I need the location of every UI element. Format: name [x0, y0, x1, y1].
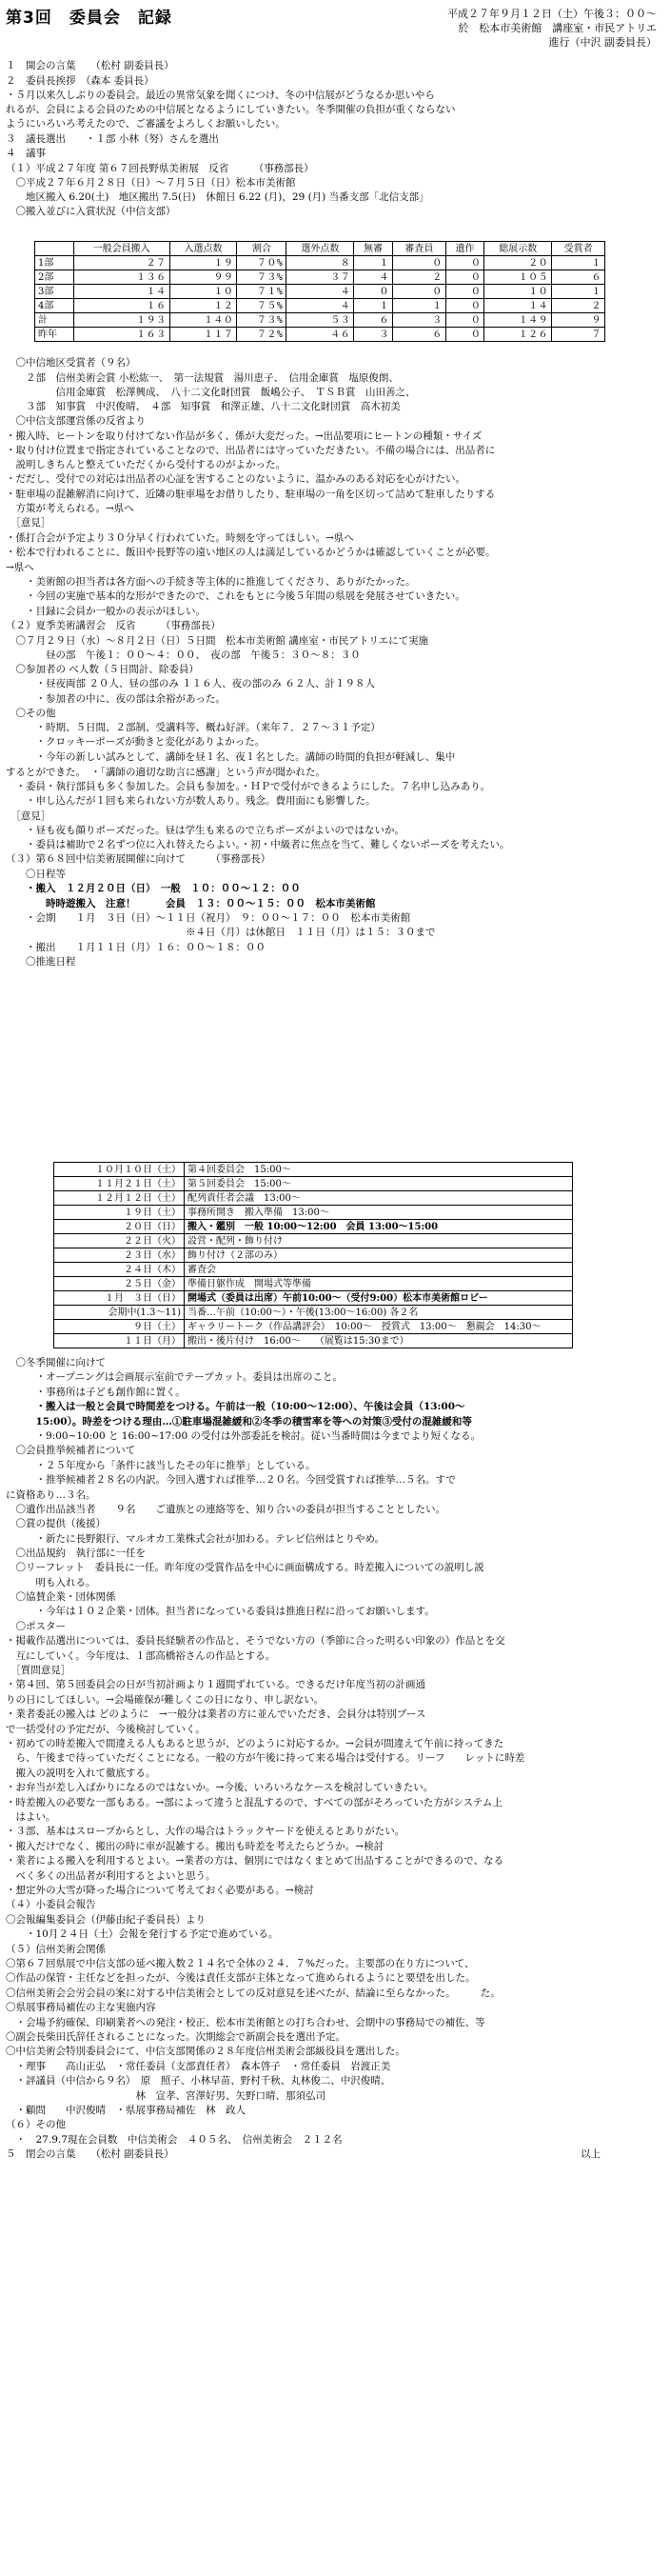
text-line: 〇日程等 — [6, 869, 66, 880]
closing-mark: 以上 — [581, 2148, 601, 2160]
text-line: ・昼も夜も顔りポーズだった。昼は学生も来るので立ちポーズがよいのではないか。 — [6, 825, 404, 836]
table-cell: ７ — [552, 328, 605, 342]
schedule-cell: 搬入・鑑別 一般 10:00～12:00 会員 13:00～15:00 — [185, 1220, 573, 1234]
text-line: ・業者委託の搬入は どのように →一般分は業者の方に並んでいただき、会員分は特別ブース — [6, 1708, 426, 1720]
table-row — [35, 299, 605, 313]
entry-status-table — [34, 241, 605, 342]
schedule-cell: ギャラリートーク（作品講評会） 10:00～ 授賞式 13:00～ 懇親会 14:30～ — [185, 1320, 573, 1334]
table-cell: ２ — [552, 299, 605, 313]
table-cell: １９３ — [73, 313, 169, 328]
table-cell: １ — [354, 299, 393, 313]
table-cell: １０ — [484, 285, 552, 299]
text-line: ４ 議事 — [6, 148, 46, 159]
table-cell: １ — [552, 256, 605, 270]
table-cell: １６ — [73, 299, 169, 313]
schedule-cell: 審査会 — [185, 1263, 573, 1277]
text-line: ようにいろいろ考えたので、ご審議をよろしくお願いしたい。 — [6, 118, 286, 130]
text-line: ・委員は補助で２名ずつ位に入れ替えたらよい。・初・中級者に焦点を当て、難しくないポーズを考えたい。 — [6, 839, 510, 850]
text-line: で一括受付の予定だが、今後検討していく。 — [6, 1724, 206, 1735]
text-line: するとができた。 ・「講師の適切な助言に感謝」という声が聞かれた。 — [6, 767, 325, 778]
schedule-row — [54, 1191, 573, 1206]
table-cell: １２ — [169, 299, 237, 313]
text-line: 〇冬季開催に向けて — [6, 1357, 106, 1368]
schedule-cell: ２２日（火） — [54, 1234, 185, 1248]
table-header-cell: 受賞者 — [552, 242, 605, 256]
text-line: 〇搬入並びに入賞状況（中信支部） — [6, 206, 176, 217]
schedule-cell: 飾り付け（２部のみ） — [185, 1248, 573, 1263]
text-line: ３ 議長選出 ・１部 小林（努）さんを選出 — [6, 133, 219, 145]
meeting-place: 於 松本市美術館 講座室・市民アトリエ — [458, 22, 657, 34]
table-cell: ２０ — [484, 256, 552, 270]
text-line: ・推挙候補者２８名の内訳。今回入選すれば推挙…２０名。今回受賞すれば推挙…５名。すで — [6, 1474, 456, 1486]
table-cell: ５３ — [286, 313, 354, 328]
table-cell: ７３% — [237, 270, 286, 285]
schedule-cell: １１月２１日（土） — [54, 1177, 185, 1191]
text-line: ・想定外の大雪が降った場合について考えておく必要がある。→検討 — [6, 1885, 314, 1896]
schedule-row — [54, 1220, 573, 1234]
table-cell: 1部 — [35, 256, 74, 270]
text-line: ・搬入は一般と会員で時間差をつける。午前は一般（10:00～12:00）、午後は会員（13:00～ — [6, 1401, 465, 1412]
text-line: はよい。 — [6, 1811, 56, 1823]
text-line: 〇会報編集委員会（伊藤由紀子委員長）より — [6, 1914, 206, 1926]
schedule-row — [54, 1263, 573, 1277]
text-line: 昼の部 午後１：００～４：００、 夜の部 午後５：３０～８：３０ — [6, 649, 361, 661]
table-cell: ３ — [392, 313, 445, 328]
text-line: ・搬出 １月１１日（月）１６：００～１８：００ — [6, 942, 266, 953]
schedule-cell: 開場式（委員は出席）午前10:00～（受付9:00）松本市美術館ロビー — [185, 1291, 573, 1306]
table-cell: ０ — [392, 256, 445, 270]
table-cell: ０ — [354, 285, 393, 299]
schedule-cell: 配列責任者会議 13:00～ — [185, 1191, 573, 1206]
schedule-row — [54, 1277, 573, 1291]
text-line: 〇７月２９日（水）～８月２日（日）５日間 松本市美術館 講座室・市民アトリエにて実施 — [6, 635, 429, 647]
table-cell: ８ — [286, 256, 354, 270]
table-header-cell: 入選点数 — [169, 242, 237, 256]
schedule-row — [54, 1334, 573, 1348]
text-line: ・新たに長野銀行、マルオカ工業株式会社が加わる。テレビ信州はとりやめ。 — [6, 1533, 385, 1545]
text-line: ・時期、５日間、２部制、受講料等、概ね好評。（来年７．２７～３１予定） — [6, 722, 381, 733]
document-title: 第3回 委員会 記録 — [6, 9, 172, 28]
text-line: ３部 知事賞 中沢俊晴、 ４部 知事賞 和澤正雄、八十二文化財団賞 高木初美 — [6, 401, 401, 412]
table-cell: ３ — [354, 328, 393, 342]
text-line: 〇平成２７年６月２８日（日）～７月５日（日）松本市美術館 — [6, 177, 296, 189]
schedule-cell: １９日（土） — [54, 1206, 185, 1220]
text-line: ・だだし、受付での対応は出品者の心証を害することのないように、温かみのある対応を心がけたい。 — [6, 473, 465, 485]
text-line: 搬入の説明を入れて徹底する。 — [6, 1767, 156, 1779]
schedule-cell: 第４回委員会 15:00～ — [185, 1163, 573, 1177]
text-line: ・評議員（中信から９名） 原 照子、小林早苗、野村千秋、丸林俊二、中沢俊晴、 — [6, 2075, 391, 2087]
table-header-cell: 割合 — [237, 242, 286, 256]
text-line: ２部 信州美術会賞 小松紘一、 第一法規賞 湯川恵子、 信用金庫賞 塩原俊朗、 — [6, 372, 399, 384]
text-line: れるが、会員による会員のための中信展となるようにしていきたい。冬季開催の負担が重くならない — [6, 104, 456, 115]
table-header-cell: 遺作 — [445, 242, 484, 256]
table-header-cell: 一般会員搬入 — [73, 242, 169, 256]
text-line: 互にしていく。今年度は、１部高橋裕さんの作品とする。 — [6, 1650, 276, 1662]
text-line: 〇遺作出品該当者 ９名 ご遺族との連絡等を、知り合いの委員が担当することとしたい。 — [6, 1504, 445, 1515]
text-line: 方策が考えられる。→県へ — [6, 503, 134, 514]
text-line: ・参加者の中に、夜の部は余裕があった。 — [6, 693, 226, 705]
text-line: ・業者による搬入を利用するとよい。→業者の方は、個別にではなくまとめて出品することができるので、なる — [6, 1855, 504, 1867]
schedule-cell: ９日（土） — [54, 1320, 185, 1334]
schedule-cell: 搬出・後片付け 16:00～ （展覧は15:30まで） — [185, 1334, 573, 1348]
text-line: ・第４回、第５回委員会の日が当初計画より１週間ずれている。できるだけ年度当初の計画通 — [6, 1679, 425, 1690]
table-cell: ６ — [354, 313, 393, 328]
text-line: ・今年は１０２企業・団体。担当者になっている委員は推進日程に沿ってお願いします。 — [6, 1606, 435, 1617]
table-cell: ４ — [286, 299, 354, 313]
text-line: 林 宣孝、宮澤好男、矢野口晴、那須弘司 — [6, 2090, 325, 2102]
text-line: 地区搬入 6.20(土) 地区搬出 7.5(日) 休館日 6.22 (月)，29 (月) 当番支部「北信支部」 — [6, 191, 429, 203]
table-cell: 2部 — [35, 270, 74, 285]
text-line: 〇リーフレット 委員長に一任。昨年度の受賞作品を中心に画面構成する。時差搬入についての説明し説 — [6, 1562, 484, 1573]
table-cell: ３７ — [286, 270, 354, 285]
text-line: べく多くの出品者が利用するとよいと思う。 — [6, 1870, 216, 1882]
schedule-row — [54, 1291, 573, 1306]
text-line: ・会期 １月 ３日（日）～１１日（祝月） ９：００～１７：００ 松本市美術館 — [6, 912, 411, 924]
text-line: 〇中信美術会特別委員会にて、中信支部関係の２８年度信州美術会部級役員を選出した。 — [6, 2046, 405, 2057]
text-line: ・美術館の担当者は各方面への手続き等主体的に推進してくださり、ありがたかった。 — [6, 576, 416, 588]
table-cell: ７２% — [237, 328, 286, 342]
table-cell: ０ — [445, 313, 484, 328]
table-cell: １４ — [73, 285, 169, 299]
table-header-cell: 総展示数 — [484, 242, 552, 256]
text-line: ・委員・執行部員も多く参加した。会員も参加を。・ＨＰで受付ができるようにした。７名申し込みあり。 — [6, 781, 491, 792]
text-line: （４）小委員会報告 — [6, 1899, 96, 1910]
schedule-cell: 当番…午前（10:00～）・午後(13:00～16:00) 各２名 — [185, 1306, 573, 1320]
text-line: 信用金庫賞 松澤興成、 八十二文化財団賞 飯嶋公子、 ＴＳＢ賞 山田善之、 — [6, 387, 416, 398]
text-line: ・搬入時、ヒートンを取り付けてない作品が多く、係が大変だった。→出品要項にヒートンの種類・サイズ — [6, 430, 483, 442]
schedule-row — [54, 1248, 573, 1263]
text-line: ら、午後まで待っていただくことになる。一般の方が午後に持って来る場合は受付する。リーフ レットに時差 — [6, 1752, 525, 1764]
table-cell: ４ — [354, 270, 393, 285]
schedule-cell: 会期中(1.3～11) — [54, 1306, 185, 1320]
text-line: ・今回の実施で基本的な形ができたので、これをもとに今後５年間の県展を発展させていきたい。 — [6, 590, 465, 602]
table-cell: ０ — [445, 328, 484, 342]
text-line: （６）その他 — [6, 2119, 66, 2130]
text-line: 〇参加者の べ人数（５日間計、除委員） — [6, 664, 199, 675]
table-cell: １ — [392, 299, 445, 313]
text-line: ・掲載作品選出については、委員長経験者の作品と、そうでない方の（季節に合った明るい印象の）作品とを交 — [6, 1635, 505, 1647]
text-line: ・５月以来久しぶりの委員会。最近の異常気象を聞くにつけ、冬の中信展がどうなるか思いやら — [6, 90, 435, 101]
text-line: （１）平成２７年度 第６７回長野県美術展 反省 （事務部長） — [6, 163, 314, 174]
table-header-cell: 審査員 — [392, 242, 445, 256]
table-cell: １４９ — [484, 313, 552, 328]
text-line: ・会場予約確保、印刷業者への発注・校正、松本市美術館との打ち合わせ、会期中の事務局での補佐、等 — [6, 2017, 485, 2028]
text-line: ・３部、基本はスロープからとし、大作の場合はトラックヤードを使えるとありがたい。 — [6, 1826, 405, 1837]
schedule-cell: １２月１２日（土） — [54, 1191, 185, 1206]
text-line: 時時遊搬入 注意！ 会員 １３：００～１５：００ 松本市美術館 — [6, 898, 376, 909]
text-line: 〇賞の提供（後援） — [6, 1518, 106, 1529]
table-cell: １６３ — [73, 328, 169, 342]
meeting-date: 平成２７年９月１２日（土）午後３：００～ — [447, 8, 657, 20]
table-cell: １４ — [484, 299, 552, 313]
text-line: ・搬入 １２月２０日（日） 一般 １０：００～１２：００ — [6, 883, 301, 894]
table-cell: ７３% — [237, 313, 286, 328]
text-line: ・昼夜両部 ２０人、昼の部のみ １１６人、夜の部のみ ６２人、計１９８人 — [6, 678, 376, 689]
table-cell: 3部 — [35, 285, 74, 299]
text-line: 〇副会長柴田氏辞任されることになった。次期総会で新副会長を選出予定。 — [6, 2031, 345, 2043]
text-line: 〇中信支部運営係の反省より — [6, 415, 146, 427]
text-line: ・初めての時差搬入で間違える人もあると思うが、どのように対応するか。→会員が間違えて午前に持ってきた — [6, 1738, 504, 1749]
schedule-cell: ２４日（木） — [54, 1263, 185, 1277]
text-line: ・松本で行われることに、飯田や長野等の遠い地区の人は満足しているかどうかは確認していくことが必要。 — [6, 547, 496, 558]
table-row — [35, 256, 605, 270]
text-line: 〇出品規約 執行部に一任を — [6, 1548, 146, 1559]
text-line: りの日にしてほしい。→会場確保が難しくこの日になり、申し訳ない。 — [6, 1694, 325, 1706]
text-line: 〇第６７回県展で中信支部の延べ搬入数２１４名で全体の２４．７%だった。主要部の在り方について、 — [6, 1958, 475, 1969]
table-cell: １ — [354, 256, 393, 270]
text-line: ［質問意見］ — [6, 1665, 71, 1676]
schedule-cell: １１日（月） — [54, 1334, 185, 1348]
table-cell: ０ — [445, 299, 484, 313]
table-cell: １４０ — [169, 313, 237, 328]
schedule-row — [54, 1206, 573, 1220]
text-line: ・ 27.9.7現在会員数 中信美術会 ４０５名、 信州美術会 ２１２名 — [6, 2134, 343, 2146]
text-line: ［意見］ — [6, 517, 51, 529]
table-header-cell — [35, 242, 74, 256]
text-line: ※４日（月）は休館日 １１日（月）は１５：３０まで — [6, 927, 436, 938]
table-cell: ７１% — [237, 285, 286, 299]
meeting-chair: 進行（中沢 副委員長） — [548, 36, 657, 49]
text-line: に資格あり…３名。 — [6, 1489, 96, 1501]
schedule-row — [54, 1320, 573, 1334]
text-line: ・目録に会員か一般かの表示がほしい。 — [6, 606, 206, 617]
text-line: 〇協賛企業・団体関係 — [6, 1591, 116, 1603]
text-line: ・9:00~10:00 と 16:00~17:00 の受付は外部委託を検討。従い当番時間は今までより短くなる。 — [6, 1430, 481, 1442]
schedule-cell: １月 ３日（日） — [54, 1291, 185, 1306]
text-line: ・事務所は子ども創作館に置く。 — [6, 1387, 186, 1398]
table-cell: 昨年 — [35, 328, 74, 342]
table-cell: ２ — [392, 270, 445, 285]
text-line: 〇中信地区受賞者（９名） — [6, 357, 136, 369]
text-line: ・搬入だけでなく、搬出の時に車が混雑する。搬出も時差を考えたらどうか。→検討 — [6, 1841, 384, 1852]
table-cell: ０ — [445, 256, 484, 270]
text-line: （３）第６８回中信美術展開催に向けて （事務部長） — [6, 853, 271, 865]
text-line: ・駐車場の混雑解消に向けて、近隣の駐車場をお借りしたり、駐車場の一角を区切って詰めて駐車したりする — [6, 489, 496, 500]
table-cell: ０ — [392, 285, 445, 299]
text-line: １ 開会の言葉 （松村 副委員長） — [6, 60, 174, 71]
table-cell: ６ — [392, 328, 445, 342]
table-cell: ７５% — [237, 299, 286, 313]
table-cell: ６ — [552, 270, 605, 285]
table-cell: 計 — [35, 313, 74, 328]
text-line: ［意見］ — [6, 810, 51, 822]
text-line: →県へ — [6, 562, 34, 573]
schedule-cell: ２３日（水） — [54, 1248, 185, 1263]
table-header-row — [35, 242, 605, 256]
text-line: ・時差搬入の必要な一部もある。→部によって違うと混乱するので、すべての部がそろっていた方がシステム上 — [6, 1797, 502, 1808]
table-row — [35, 328, 605, 342]
text-line: ・理事 高山正弘 ・常任委員（支部責任者） 森本啓子 ・常任委員 岩渡正美 — [6, 2061, 391, 2072]
text-line: ２ 委員長挨拶 （森本 委員長） — [6, 75, 154, 87]
text-line: ・今年の新しい試みとして、講師を昼１名、夜１名とした。講師の時間的負担が軽減し、集中 — [6, 751, 456, 763]
text-line: （５）信州美術会関係 — [6, 1944, 106, 1955]
table-cell: １ — [552, 285, 605, 299]
table-cell: １２６ — [484, 328, 552, 342]
text-line: 〇推進日程 — [6, 956, 76, 968]
text-line: 〇会員推挙候補者について — [6, 1445, 136, 1456]
text-line: ・取り付け位置まで指定されていることなので、出品者には守っていただきたい。不備の場合には、出品者に — [6, 445, 496, 456]
table-header-cell: 無審 — [354, 242, 393, 256]
text-line: 〇ポスター — [6, 1621, 66, 1632]
text-line: ・申し込んだが１回も来られない方が数人あり。残念。費用面にも影響した。 — [6, 795, 376, 807]
schedule-cell: １０月１０日（土） — [54, 1163, 185, 1177]
table-cell: １０ — [169, 285, 237, 299]
text-line: ・係打合会が予定より３０分早く行われていた。時刻を守ってほしい。→県へ — [6, 532, 354, 544]
table-cell: １９ — [169, 256, 237, 270]
text-line: 〇その他 — [6, 708, 56, 719]
table-cell: １３６ — [73, 270, 169, 285]
text-line: ・２５年度から「条件に該当したその年に推挙」としている。 — [6, 1460, 316, 1471]
text-line: ・オープニングは会画展示室前でテープカット。委員は出席のこと。 — [6, 1371, 344, 1383]
schedule-cell: 事務所開き 搬入準備 13:00～ — [185, 1206, 573, 1220]
table-cell: １０５ — [484, 270, 552, 285]
schedule-cell: 第５回委員会 15:00～ — [185, 1177, 573, 1191]
table-cell: ９ — [552, 313, 605, 328]
table-cell: ０ — [445, 270, 484, 285]
table-cell: １１７ — [169, 328, 237, 342]
text-line: ・クロッキーポーズが動きと変化がありよかった。 — [6, 736, 266, 748]
schedule-cell: 準備日躯作成 開場式等準備 — [185, 1277, 573, 1291]
table-cell: ９９ — [169, 270, 237, 285]
text-line: ・10月２４日（土）会報を発行する予定で進めている。 — [6, 1928, 279, 1940]
text-line: 〇信州美術会会労会員の案に対する中信美術会としての反対意見を述べたが、結論に至らなかった。 た。 — [6, 1987, 501, 1999]
schedule-row — [54, 1234, 573, 1248]
text-line: 説明しきちんと整えていただくから受付するのがよかった。 — [6, 459, 286, 470]
table-cell: ２７ — [73, 256, 169, 270]
text-line: 〇県展事務局補佐の主な実施内容 — [6, 2002, 156, 2013]
schedule-table — [53, 1162, 573, 1348]
schedule-cell: ２０日（日） — [54, 1220, 185, 1234]
table-cell: 4部 — [35, 299, 74, 313]
schedule-row — [54, 1306, 573, 1320]
text-line: ・お弁当が差し入ばかりになるのではないか。→今後、いろいろなケースを検討していきたい。 — [6, 1782, 434, 1793]
schedule-cell: 設営・配列・飾り付け — [185, 1234, 573, 1248]
table-row — [35, 285, 605, 299]
text-line: （２）夏季美術講習会 反省 （事務部長） — [6, 620, 221, 631]
text-line: ５ 閉会の言葉 （松村 副委員長） — [6, 2148, 174, 2160]
schedule-row — [54, 1163, 573, 1177]
schedule-cell: ２５日（金） — [54, 1277, 185, 1291]
table-cell: ４６ — [286, 328, 354, 342]
schedule-row — [54, 1177, 573, 1191]
text-line: ・顧問 中沢俊晴 ・県展事務局補佐 林 政人 — [6, 2105, 246, 2116]
text-line: 15:00）。時差をつける理由…①駐車場混雑緩和②冬季の積雪率を等への対策③受付の混雑緩和等 — [6, 1416, 472, 1428]
text-line: 明も入れる。 — [6, 1577, 96, 1588]
table-row — [35, 313, 605, 328]
text-line: 〇作品の保管・主任などを担ったが、今後は責任支部が主体となって進められるようにと要望を出した。 — [6, 1972, 476, 1984]
table-cell: ０ — [445, 285, 484, 299]
table-cell: ７０% — [237, 256, 286, 270]
table-header-cell: 選外点数 — [286, 242, 354, 256]
table-cell: ４ — [286, 285, 354, 299]
table-row — [35, 270, 605, 285]
